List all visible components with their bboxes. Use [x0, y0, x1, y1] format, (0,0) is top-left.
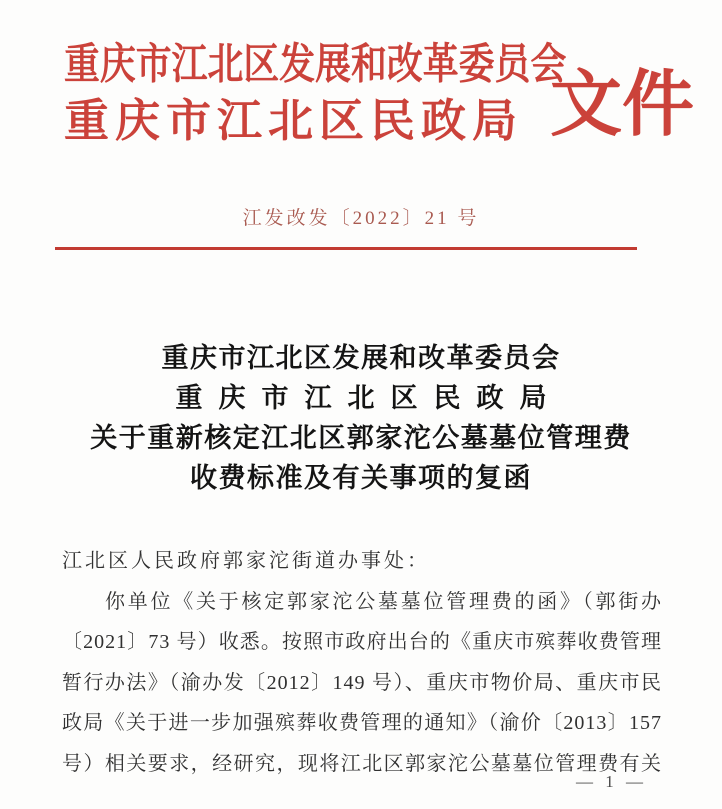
document-title [0, 338, 722, 498]
letterhead-org-line2: 重庆市江北区民政局 [64, 95, 524, 146]
body-salutation: 江北区人民政府郭家沱街道办事处： [62, 550, 430, 572]
body-line: 暂行办法》（渝办发〔2012〕149 号）、重庆市物价局、重庆市民 [62, 671, 662, 694]
body-line: 你单位《关于核定郭家沱公墓墓位管理费的函》（郭街办 [105, 590, 662, 613]
page-number: — 1 — [576, 772, 647, 791]
body-line: 〔2021〕73 号）收悉。按照市政府出台的《重庆市殡葬收费管理 [62, 631, 662, 653]
title-line-2: 重庆市江北区民政局 [175, 383, 563, 413]
title-line-3: 关于重新核定江北区郭家沱公墓墓位管理费 [90, 423, 632, 453]
letterhead-wenjian-label: 文件 [550, 65, 695, 145]
red-separator-rule [55, 247, 637, 250]
body-line: 号）相关要求，经研究，现将江北区郭家沱公墓墓位管理费有关 [62, 752, 662, 775]
letterhead-org-line1: 重庆市江北区发展和改革委员会 [64, 39, 567, 88]
title-line-4: 收费标准及有关事项的复函 [190, 463, 532, 493]
document-number: 江发改发〔2022〕21 号 [242, 208, 480, 229]
document-body [62, 541, 662, 784]
body-line: 政局《关于进一步加强殡葬收费管理的通知》（渝价〔2013〕157 [62, 712, 662, 734]
title-line-1: 重庆市江北区发展和改革委员会 [161, 343, 561, 373]
